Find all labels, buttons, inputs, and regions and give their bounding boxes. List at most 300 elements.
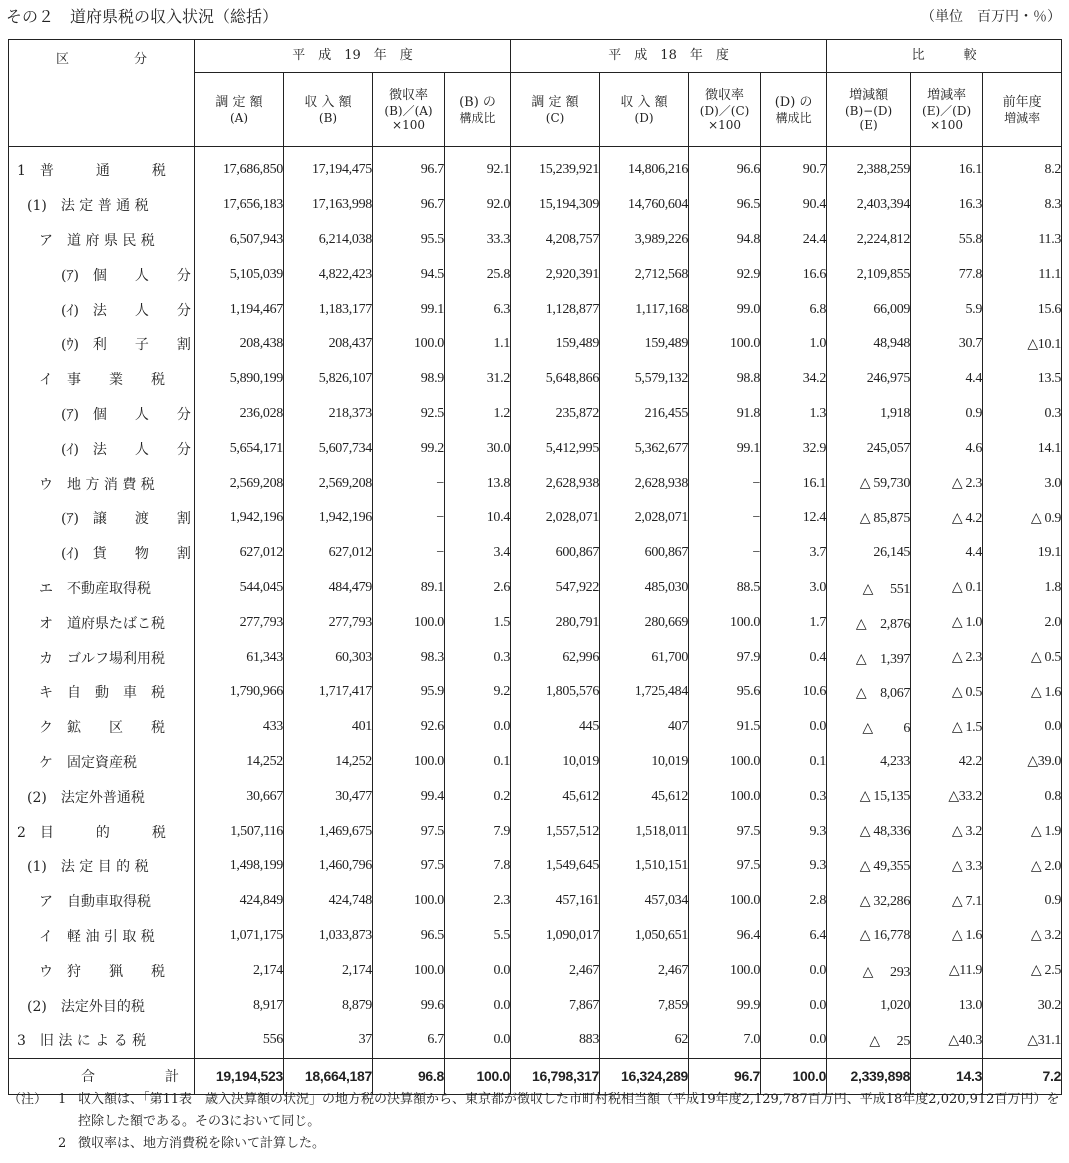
table-row (9, 953, 1062, 988)
column-header: (D) の 構成比 (761, 73, 827, 147)
row-label: (ｲ) 貨 物 割 (9, 536, 195, 571)
table-cell: 4.6 (911, 431, 983, 466)
row-label: 3 旧 法 に よ る 税 (9, 1023, 195, 1058)
column-header: 前年度 増減率 (983, 73, 1062, 147)
table-cell: 433 (195, 710, 284, 745)
table-cell: 100.0 (761, 1058, 827, 1094)
table-cell: 627,012 (195, 536, 284, 571)
table-cell: △ 1.0 (911, 605, 983, 640)
notes-tag: （注） (8, 1092, 48, 1107)
table-cell: 2,569,208 (284, 466, 373, 501)
table-cell: 424,748 (284, 884, 373, 919)
table-cell: 1,117,168 (600, 292, 689, 327)
table-cell: 30,667 (195, 779, 284, 814)
table-cell: 5,607,734 (284, 431, 373, 466)
table-cell: 9.3 (761, 814, 827, 849)
table-cell: 401 (284, 710, 373, 745)
table-cell: 277,793 (284, 605, 373, 640)
header-group-h19: 平 成 19 年 度 (195, 40, 511, 73)
table-cell: 55.8 (911, 223, 983, 258)
table-row (9, 327, 1062, 362)
table-cell: − (689, 466, 761, 501)
table-cell: 2,339,898 (827, 1058, 911, 1094)
table-cell: 25.8 (445, 257, 511, 292)
column-header: 増減額 (B)−(D) (E) (827, 73, 911, 147)
table-cell: 5,105,039 (195, 257, 284, 292)
table-cell: △ 293 (827, 953, 911, 988)
table-cell: 1,507,116 (195, 814, 284, 849)
table-cell: △ 1,397 (827, 640, 911, 675)
note-text: 収入額は、「第11表 歳入決算額の状況」の地方税の決算額から、東京都が徴収した市町村税相当額（平成19年度2,129,787百万円、平成18年度2,020,912百万円）を控除した額である。その3において同じ。 (78, 1092, 1060, 1129)
row-label: (ｱ) 個 人 分 (9, 397, 195, 432)
table-cell: 7,859 (600, 988, 689, 1023)
row-label: (1) 法 定 目 的 税 (9, 849, 195, 884)
table-row (9, 814, 1062, 849)
table-cell: 96.5 (373, 919, 445, 954)
table-cell: 208,438 (195, 327, 284, 362)
table-cell: 1,942,196 (284, 501, 373, 536)
table-cell: 92.6 (373, 710, 445, 745)
table-cell: 1.7 (761, 605, 827, 640)
column-header: 増減率 (E)／(D) ×100 (911, 73, 983, 147)
table-cell: 0.0 (445, 710, 511, 745)
table-cell: 2,628,938 (511, 466, 600, 501)
table-cell: △ 32,286 (827, 884, 911, 919)
table-row (9, 779, 1062, 814)
table-cell: 6.7 (373, 1023, 445, 1058)
table-cell: 98.8 (689, 362, 761, 397)
table-cell: − (689, 536, 761, 571)
table-cell: 245,057 (827, 431, 911, 466)
table-cell: 97.5 (689, 849, 761, 884)
table-cell: 1,194,467 (195, 292, 284, 327)
table-cell: − (373, 501, 445, 536)
table-cell: 1,020 (827, 988, 911, 1023)
table-cell: 2.8 (761, 884, 827, 919)
table-cell: 2,028,071 (600, 501, 689, 536)
table-cell: 1,557,512 (511, 814, 600, 849)
table-cell: 18,664,187 (284, 1058, 373, 1094)
table-cell: 6,507,943 (195, 223, 284, 258)
table-cell: 96.6 (689, 147, 761, 188)
table-cell: 1,090,017 (511, 919, 600, 954)
table-cell: 218,373 (284, 397, 373, 432)
table-cell: 95.6 (689, 675, 761, 710)
table-cell: 97.5 (689, 814, 761, 849)
table-cell: 0.0 (761, 988, 827, 1023)
table-cell: 5,579,132 (600, 362, 689, 397)
table-cell: 99.1 (373, 292, 445, 327)
header-group-compare: 比 較 (827, 40, 1062, 73)
table-cell: 2.0 (983, 605, 1062, 640)
table-cell: 2,628,938 (600, 466, 689, 501)
table-cell: △ 0.9 (983, 501, 1062, 536)
table-cell: 277,793 (195, 605, 284, 640)
table-cell: 12.4 (761, 501, 827, 536)
note-number: 1 (58, 1092, 67, 1107)
table-cell: 24.4 (761, 223, 827, 258)
table-cell: 1.8 (983, 571, 1062, 606)
table-cell: 3.0 (983, 466, 1062, 501)
table-cell: △ 0.1 (911, 571, 983, 606)
table-cell: 90.4 (761, 188, 827, 223)
table-cell: 1,183,177 (284, 292, 373, 327)
table-cell: 15.6 (983, 292, 1062, 327)
table-cell: 26,145 (827, 536, 911, 571)
table-cell: 1,717,417 (284, 675, 373, 710)
table-cell: 3,989,226 (600, 223, 689, 258)
table-cell: 280,669 (600, 605, 689, 640)
table-cell: △11.9 (911, 953, 983, 988)
table-cell: 1,128,877 (511, 292, 600, 327)
table-cell: 883 (511, 1023, 600, 1058)
table-cell: 5.9 (911, 292, 983, 327)
table-cell: 600,867 (600, 536, 689, 571)
table-cell: 1.5 (445, 605, 511, 640)
table-row (9, 919, 1062, 954)
table-cell: 1,498,199 (195, 849, 284, 884)
table-cell: 96.7 (373, 188, 445, 223)
note-number: 2 (58, 1136, 67, 1151)
table-cell: △40.3 (911, 1023, 983, 1058)
table-cell: △ 16,778 (827, 919, 911, 954)
table-cell: 2,403,394 (827, 188, 911, 223)
table-cell: 547,922 (511, 571, 600, 606)
table-cell: 45,612 (600, 779, 689, 814)
table-cell: 0.1 (761, 745, 827, 780)
table-cell: 0.0 (445, 953, 511, 988)
row-label: イ 軽 油 引 取 税 (9, 919, 195, 954)
table-cell: 14,760,604 (600, 188, 689, 223)
tax-revenue-table (8, 39, 1062, 1095)
table-cell: 6.3 (445, 292, 511, 327)
table-cell: 0.2 (445, 779, 511, 814)
table-cell: 16,798,317 (511, 1058, 600, 1094)
table-cell: 0.0 (445, 988, 511, 1023)
table-row (9, 849, 1062, 884)
table-cell: 60,303 (284, 640, 373, 675)
table-cell: 1,790,966 (195, 675, 284, 710)
table-cell: 0.9 (983, 884, 1062, 919)
note-text: 徴収率は、地方消費税を除いて計算した。 (78, 1136, 326, 1151)
table-cell: 92.0 (445, 188, 511, 223)
table-cell: 1,518,011 (600, 814, 689, 849)
table-cell: 96.4 (689, 919, 761, 954)
table-cell: 2.6 (445, 571, 511, 606)
table-cell: 1,805,576 (511, 675, 600, 710)
column-header: 収 入 額 (B) (284, 73, 373, 147)
table-cell: 62 (600, 1023, 689, 1058)
table-cell: △ 1.9 (983, 814, 1062, 849)
table-cell: 457,034 (600, 884, 689, 919)
table-cell: 280,791 (511, 605, 600, 640)
table-cell: 1,469,675 (284, 814, 373, 849)
table-cell: 99.0 (689, 292, 761, 327)
table-cell: 10,019 (600, 745, 689, 780)
column-header: 調 定 額 (C) (511, 73, 600, 147)
table-cell: △ 59,730 (827, 466, 911, 501)
table-cell: 16,324,289 (600, 1058, 689, 1094)
table-cell: 6.8 (761, 292, 827, 327)
table-cell: 15,194,309 (511, 188, 600, 223)
table-cell: 92.9 (689, 257, 761, 292)
table-cell: 159,489 (511, 327, 600, 362)
table-cell: △ 6 (827, 710, 911, 745)
table-cell: 45,612 (511, 779, 600, 814)
table-cell: 4,208,757 (511, 223, 600, 258)
table-cell: 99.1 (689, 431, 761, 466)
table-cell: 4.4 (911, 536, 983, 571)
table-cell: 95.5 (373, 223, 445, 258)
table-cell: 19,194,523 (195, 1058, 284, 1094)
table-cell: 2,467 (600, 953, 689, 988)
row-label: オ 道府県たばこ税 (9, 605, 195, 640)
table-cell: △10.1 (983, 327, 1062, 362)
table-cell: 1,942,196 (195, 501, 284, 536)
row-label: ア 自動車取得税 (9, 884, 195, 919)
table-cell: 7,867 (511, 988, 600, 1023)
table-cell: 77.8 (911, 257, 983, 292)
table-cell: 32.9 (761, 431, 827, 466)
header-category: 区 分 (9, 40, 195, 147)
table-cell: 61,700 (600, 640, 689, 675)
table-row (9, 745, 1062, 780)
table-cell: 99.2 (373, 431, 445, 466)
table-cell: 2,174 (284, 953, 373, 988)
table-cell: 600,867 (511, 536, 600, 571)
table-cell: 99.6 (373, 988, 445, 1023)
table-cell: 100.0 (689, 779, 761, 814)
table-cell: 95.9 (373, 675, 445, 710)
table-cell: 0.0 (761, 953, 827, 988)
table-cell: 4,822,423 (284, 257, 373, 292)
row-label: 合 計 (9, 1058, 195, 1094)
table-cell: 3.7 (761, 536, 827, 571)
table-cell: 100.0 (373, 327, 445, 362)
table-cell: △ 25 (827, 1023, 911, 1058)
table-row (9, 536, 1062, 571)
table-row (9, 675, 1062, 710)
table-cell: 17,656,183 (195, 188, 284, 223)
table-cell: △ 2.3 (911, 640, 983, 675)
table-cell: 97.5 (373, 849, 445, 884)
table-cell: 2,174 (195, 953, 284, 988)
table-cell: 7.8 (445, 849, 511, 884)
table-cell: 98.3 (373, 640, 445, 675)
table-cell: 2,109,855 (827, 257, 911, 292)
table-cell: 90.7 (761, 147, 827, 188)
table-cell: 159,489 (600, 327, 689, 362)
table-row (9, 362, 1062, 397)
table-cell: 66,009 (827, 292, 911, 327)
table-cell: 9.3 (761, 849, 827, 884)
column-header: 調 定 額 (A) (195, 73, 284, 147)
table-cell: 100.0 (373, 884, 445, 919)
table-cell: △ 3.2 (911, 814, 983, 849)
table-cell: 445 (511, 710, 600, 745)
table-cell: 13.0 (911, 988, 983, 1023)
table-cell: 14,252 (284, 745, 373, 780)
table-cell: △ 7.1 (911, 884, 983, 919)
table-cell: 3.0 (761, 571, 827, 606)
table-cell: 1.2 (445, 397, 511, 432)
table-cell: △ 2.0 (983, 849, 1062, 884)
table-cell: 19.1 (983, 536, 1062, 571)
row-label: (ｳ) 利 子 割 (9, 327, 195, 362)
table-cell: 34.2 (761, 362, 827, 397)
unit-label: （単位 百万円・％） (921, 9, 1061, 25)
table-cell: 5,648,866 (511, 362, 600, 397)
table-cell: 2,224,812 (827, 223, 911, 258)
row-label: ウ 狩 猟 税 (9, 953, 195, 988)
table-cell: 3.4 (445, 536, 511, 571)
table-cell: 1.1 (445, 327, 511, 362)
column-header: 徴収率 (B)／(A) ×100 (373, 73, 445, 147)
table-cell: 7.0 (689, 1023, 761, 1058)
table-cell: 1.0 (761, 327, 827, 362)
table-cell: 0.0 (983, 710, 1062, 745)
table-cell: 30.2 (983, 988, 1062, 1023)
row-label: 2 目 的 税 (9, 814, 195, 849)
table-cell: △ 0.5 (983, 640, 1062, 675)
table-cell: 2,028,071 (511, 501, 600, 536)
table-cell: 17,194,475 (284, 147, 373, 188)
table-cell: 0.8 (983, 779, 1062, 814)
table-cell: 0.0 (761, 710, 827, 745)
table-cell: 13.5 (983, 362, 1062, 397)
table-cell: 8,879 (284, 988, 373, 1023)
table-row (9, 397, 1062, 432)
table-cell: 4,233 (827, 745, 911, 780)
table-cell: 97.5 (373, 814, 445, 849)
table-cell: 91.5 (689, 710, 761, 745)
table-cell: 100.0 (689, 605, 761, 640)
table-cell: 208,437 (284, 327, 373, 362)
table-cell: 99.4 (373, 779, 445, 814)
table-cell: △ 85,875 (827, 501, 911, 536)
row-label: ク 鉱 区 税 (9, 710, 195, 745)
table-cell: 14,252 (195, 745, 284, 780)
table-cell: 13.8 (445, 466, 511, 501)
table-row (9, 147, 1062, 188)
table-cell: △ 48,336 (827, 814, 911, 849)
table-cell: 17,686,850 (195, 147, 284, 188)
table-row (9, 501, 1062, 536)
table-cell: 0.1 (445, 745, 511, 780)
page-title: その２ 道府県税の収入状況（総括） (6, 7, 279, 26)
table-cell: 16.6 (761, 257, 827, 292)
table-row (9, 223, 1062, 258)
table-cell: 5,412,995 (511, 431, 600, 466)
table-cell: 8,917 (195, 988, 284, 1023)
table-row (9, 188, 1062, 223)
table-cell: 2.3 (445, 884, 511, 919)
table-cell: 1,918 (827, 397, 911, 432)
table-cell: 37 (284, 1023, 373, 1058)
table-cell: 100.0 (689, 327, 761, 362)
table-cell: 15,239,921 (511, 147, 600, 188)
table-cell: 94.8 (689, 223, 761, 258)
table-cell: 42.2 (911, 745, 983, 780)
table-cell: △ 8,067 (827, 675, 911, 710)
table-cell: 16.1 (911, 147, 983, 188)
row-label: (ｲ) 法 人 分 (9, 292, 195, 327)
table-cell: − (373, 536, 445, 571)
table-cell: 14,806,216 (600, 147, 689, 188)
table-cell: 5,826,107 (284, 362, 373, 397)
table-cell: 100.0 (373, 953, 445, 988)
table-cell: 11.3 (983, 223, 1062, 258)
table-cell: 16.1 (761, 466, 827, 501)
table-cell: △ 2,876 (827, 605, 911, 640)
table-cell: 30.0 (445, 431, 511, 466)
table-cell: 62,996 (511, 640, 600, 675)
table-row (9, 884, 1062, 919)
table-cell: 2,712,568 (600, 257, 689, 292)
table-cell: 544,045 (195, 571, 284, 606)
row-label: (1) 法 定 普 通 税 (9, 188, 195, 223)
table-cell: 235,872 (511, 397, 600, 432)
row-label: 1 普 通 税 (9, 147, 195, 188)
row-label: ア 道 府 県 民 税 (9, 223, 195, 258)
table-cell: 0.3 (761, 779, 827, 814)
table-cell: 96.5 (689, 188, 761, 223)
table-cell: 9.2 (445, 675, 511, 710)
table-cell: 5,654,171 (195, 431, 284, 466)
column-header: 徴収率 (D)／(C) ×100 (689, 73, 761, 147)
table-cell: △39.0 (983, 745, 1062, 780)
table-cell: 30.7 (911, 327, 983, 362)
table-cell: 92.5 (373, 397, 445, 432)
table-row (9, 988, 1062, 1023)
table-cell: △31.1 (983, 1023, 1062, 1058)
table-cell: 2,569,208 (195, 466, 284, 501)
table-cell: 5.5 (445, 919, 511, 954)
table-cell: △ 2.5 (983, 953, 1062, 988)
table-cell: 30,477 (284, 779, 373, 814)
table-cell: 33.3 (445, 223, 511, 258)
row-label: (ｱ) 譲 渡 割 (9, 501, 195, 536)
table-cell: 485,030 (600, 571, 689, 606)
table-cell: 627,012 (284, 536, 373, 571)
table-cell: 100.0 (373, 745, 445, 780)
table-cell: 1.3 (761, 397, 827, 432)
table-cell: 98.9 (373, 362, 445, 397)
table-cell: 0.0 (445, 1023, 511, 1058)
table-cell: 0.9 (911, 397, 983, 432)
table-cell: 0.3 (983, 397, 1062, 432)
table-cell: 100.0 (689, 953, 761, 988)
table-cell: 407 (600, 710, 689, 745)
table-cell: 1,460,796 (284, 849, 373, 884)
row-label: カ ゴルフ場利用税 (9, 640, 195, 675)
table-cell: △ 2.3 (911, 466, 983, 501)
row-label: キ 自 動 車 税 (9, 675, 195, 710)
row-label: (2) 法定外目的税 (9, 988, 195, 1023)
row-label: (2) 法定外普通税 (9, 779, 195, 814)
table-cell: △ 1.6 (911, 919, 983, 954)
table-cell: 1,510,151 (600, 849, 689, 884)
table-cell: 236,028 (195, 397, 284, 432)
table-cell: 246,975 (827, 362, 911, 397)
table-cell: 424,849 (195, 884, 284, 919)
table-cell: 556 (195, 1023, 284, 1058)
table-cell: 94.5 (373, 257, 445, 292)
table-cell: 91.8 (689, 397, 761, 432)
table-cell: △ 49,355 (827, 849, 911, 884)
table-cell: 96.7 (373, 147, 445, 188)
table-row (9, 257, 1062, 292)
